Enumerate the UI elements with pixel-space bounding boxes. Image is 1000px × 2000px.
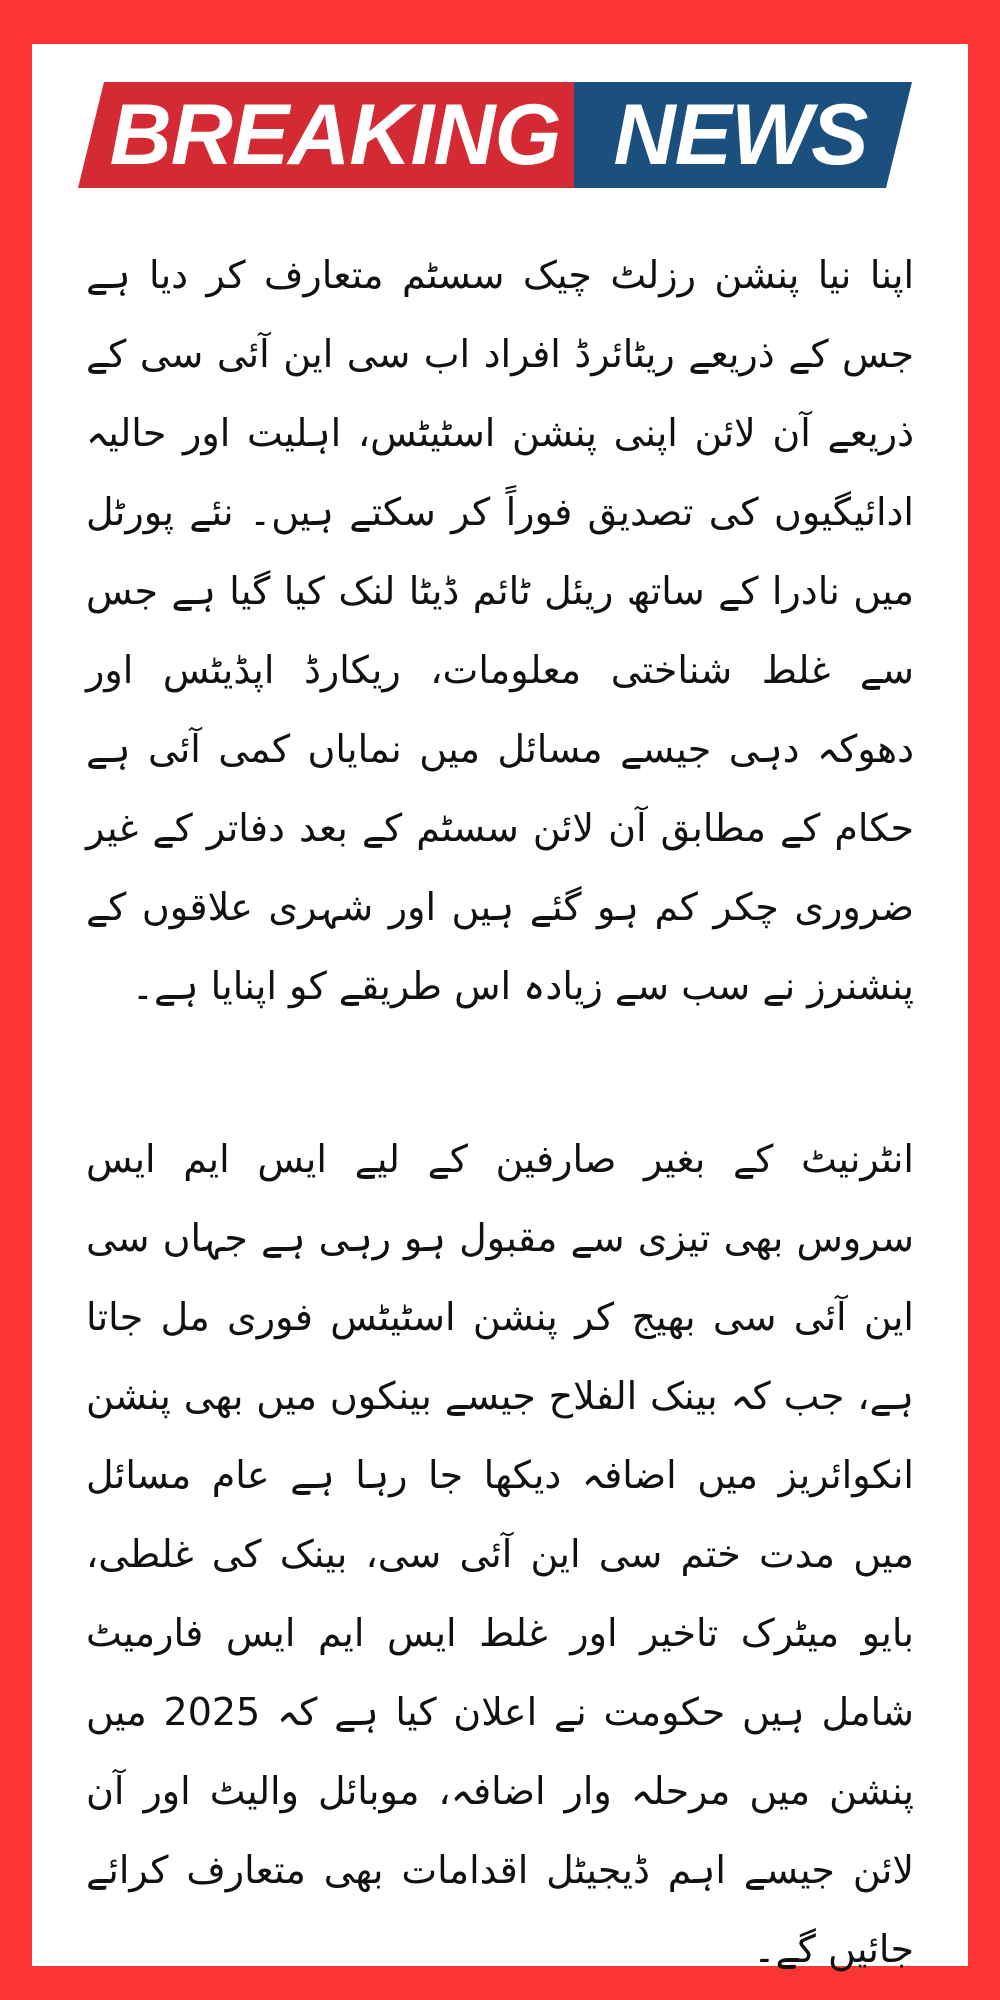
banner-word-breaking: BREAKING (109, 87, 561, 183)
article-paragraph-2: انٹرنیٹ کے بغیر صارفین کے لیے ایس ایم ایس سروس بھی تیزی سے مقبول ہو رہی ہے جہاں سی این آئی سی بھیج کر پنشن اسٹیٹس فوری مل جاتا ہے، جب کہ بینک الفلاح جیسے بینکوں میں بھی پنشن انکوائریز میں اضافہ دیکھا جا رہا ہے عام مسائل میں مدت ختم سی این آئی سی، بینک کی غلطی، بایو میٹرک تاخیر اور غلط ایس ایم ایس فارمیٹ شامل ہیں حکومت نے اعلان کیا ہے کہ 2025 میں پنشن میں مرحلہ وار اضافہ، موبائل والیٹ اور آن لائن جیسے اہم ڈیجیٹل اقدامات بھی متعارف کرائے جائیں گے۔ (86, 1137, 915, 1971)
breaking-news-banner (78, 82, 912, 188)
news-card (32, 44, 968, 1971)
article-paragraph-1: اپنا نیا پنشن رزلٹ چیک سسٹم متعارف کر دیا ہے جس کے ذریعے ریٹائرڈ افراد اب سی این آئی سی کے ذریعے آن لائن اپنی پنشن اسٹیٹس، اہلیت اور حالیہ ادائیگیوں کی تصدیق فوراً کر سکتے ہیں۔ نئے پورٹل میں نادرا کے ساتھ ریئل ٹائم ڈیٹا لنک کیا گیا ہے جس سے غلط شناختی معلومات، ریکارڈ اپڈیٹس اور دھوکہ دہی جیسے مسائل میں نمایاں کمی آئی ہے حکام کے مطابق آن لائن سسٹم کے بعد دفاتر کے غیر ضروری چکر کم ہو گئے ہیں اور شہری علاقوں کے پنشنرز نے سب سے زیادہ اس طریقے کو اپنایا ہے۔ (86, 253, 914, 1008)
article-body (86, 236, 914, 1989)
banner-word-news: NEWS (613, 87, 868, 183)
